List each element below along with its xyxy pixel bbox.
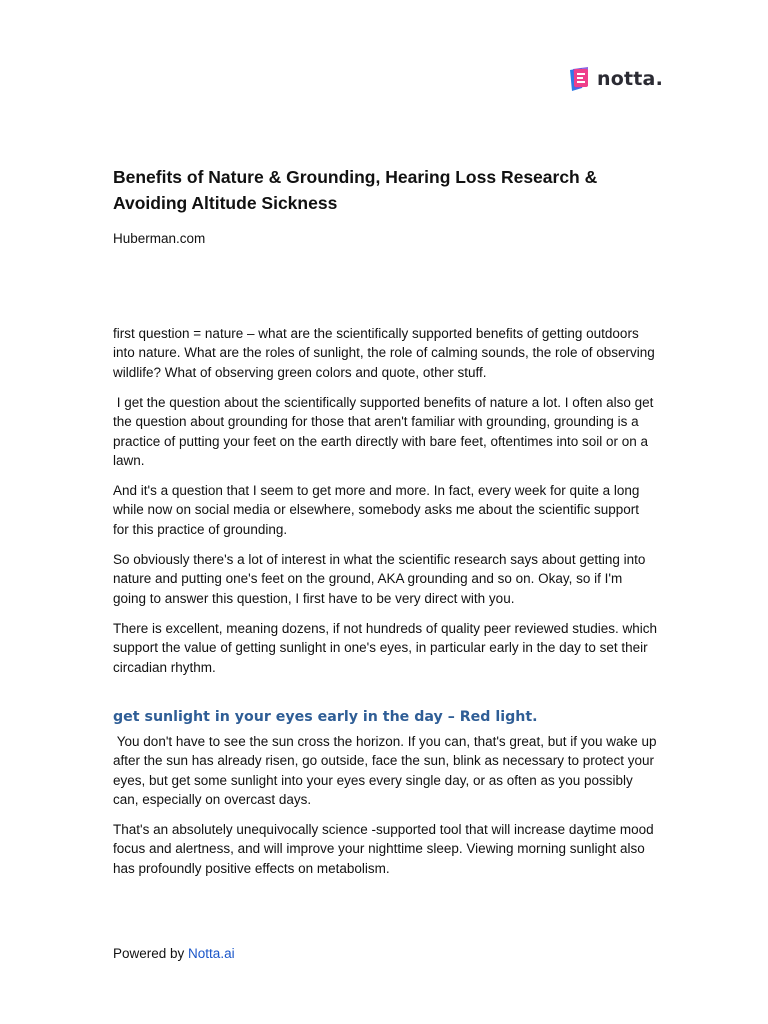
notta-ai-link[interactable]: Notta.ai: [188, 946, 235, 961]
paragraph-5: There is excellent, meaning dozens, if not hundreds of quality peer reviewed studies. which support the value of getting sunlight in one's eyes, in particular early in the day to set their circadian rhythm.: [113, 621, 661, 675]
section-paragraph-2: That's an absolutely unequivocally science -supported tool that will increase daytime mood focus and alertness, and will improve your nighttime sleep. Viewing morning sunlight also has profoundly positive effects on metabolism.: [113, 822, 658, 876]
section-paragraph-1: You don't have to see the sun cross the horizon. If you can, that's great, but if you wake up after the sun has already risen, go outside, face the sun, blink as necessary to protect your eyes, but get some sunlight into your eyes every single day, or as often as you possibly can, especially on overcast days.: [113, 734, 661, 807]
paragraph-3: And it's a question that I seem to get more and more. In fact, every week for quite a long while now on social media or elsewhere, somebody asks me about the scientific support for this practice of grounding.: [113, 483, 644, 537]
section-heading: get sunlight in your eyes early in the day – Red light.: [113, 709, 538, 725]
notta-logo-icon: [568, 66, 592, 92]
footer: [113, 946, 235, 961]
document-title: Benefits of Nature & Grounding, Hearing Loss Research & Avoiding Altitude Sickness: [113, 167, 598, 213]
notta-logo: [568, 66, 663, 92]
paragraph-1: first question = nature – what are the scientifically supported benefits of getting outdoors into nature. What are the roles of sunlight, the role of calming sounds, the role of observing wildlife? What of observing green colors and quote, other stuff.: [113, 326, 659, 380]
paragraph-2: I get the question about the scientifically supported benefits of nature a lot. I often also get the question about grounding for those that aren't familiar with grounding, grounding is a practice of putting your feet on the earth directly with bare feet, oftentimes into soil or on a lawn.: [113, 395, 658, 468]
document-source: Huberman.com: [113, 231, 206, 246]
footer-prefix: Powered by: [113, 946, 189, 961]
paragraph-4: So obviously there's a lot of interest in what the scientific research says about getting into nature and putting one's feet on the ground, AKA grounding and so on. Okay, so if I'm going to answer this question, I first have to be very direct with you.: [113, 552, 650, 606]
brand-name: notta.: [597, 68, 663, 90]
